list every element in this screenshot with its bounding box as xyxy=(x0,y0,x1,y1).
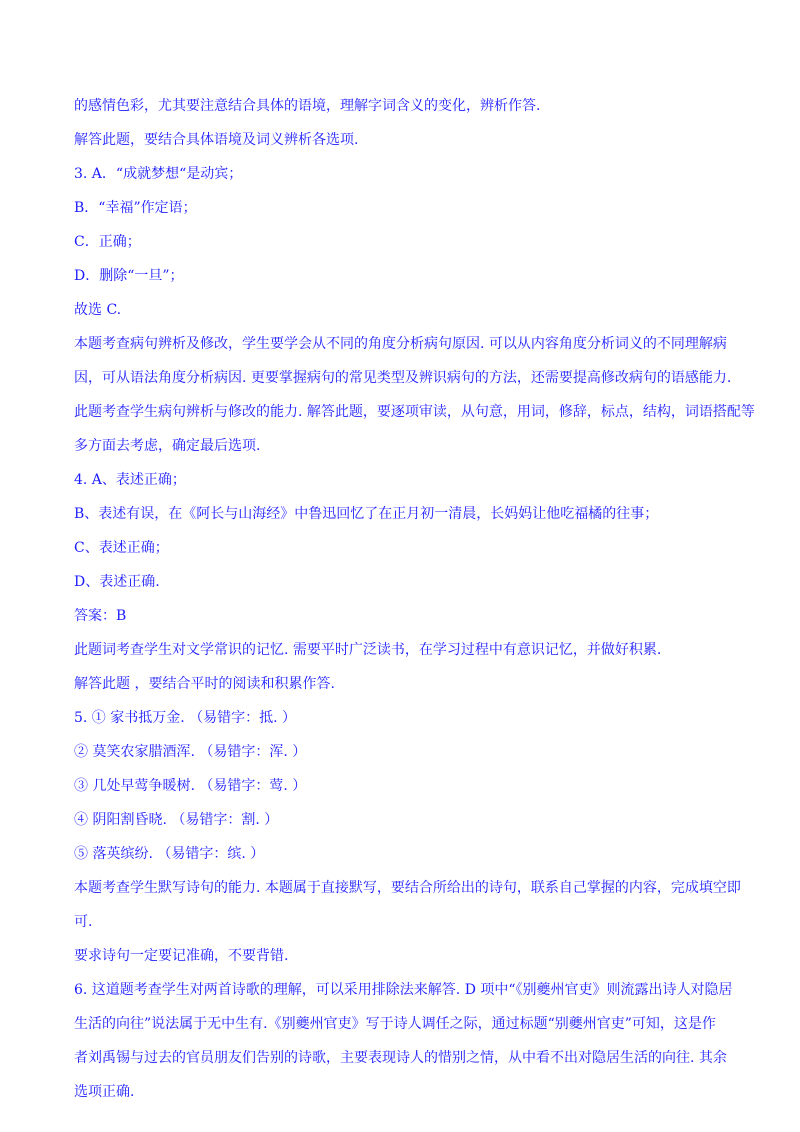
text-line: 解答此题 ，要结合平时的阅读和积累作答. xyxy=(74,676,335,692)
text-line: 3. A．“成就梦想“是动宾； xyxy=(74,166,243,182)
text-line: ② 莫笑农家腊酒浑. （易错字：浑. ） xyxy=(74,744,307,760)
text-line: 6. 这道题考查学生对两首诗歌的理解，可以采用排除法来解答. D 项中“《别夔州官吏》则流露出诗人对隐居 xyxy=(74,982,733,998)
text-line: ⑤ 落英缤纷. （易错字：缤. ） xyxy=(74,846,265,862)
document-page xyxy=(74,96,755,1116)
text-line: 答案：B xyxy=(74,608,127,624)
text-line: 的感情色彩，尤其要注意结合具体的语境，理解字词含义的变化，辨析作答. xyxy=(74,98,541,114)
text-line: ③ 几处早莺争暖树. （易错字：莺. ） xyxy=(74,778,307,794)
text-line: 解答此题，要结合具体语境及词义辨析各选项. xyxy=(74,132,359,148)
text-line: 多方面去考虑，确定最后选项. xyxy=(74,438,261,454)
text-line: 者刘禹锡与过去的官员朋友们告别的诗歌，主要表现诗人的惜别之情，从中看不出对隐居生活的向往. 其余 xyxy=(74,1050,727,1066)
text-line: 此题考查学生病句辨析与修改的能力. 解答此题，要逐项审读，从句意，用词，修辞，标点，结构，词语搭配等 xyxy=(74,404,755,420)
text-line: 因，可从语法角度分析病因. 更要掌握病句的常见类型及辨识病句的方法，还需要提高修改病句的语感能力. xyxy=(74,370,732,386)
text-line: C、表述正确； xyxy=(74,540,169,556)
text-line: 本题考查学生默写诗句的能力. 本题属于直接默写，要结合所给出的诗句，联系自己掌握的内容，完成填空即 xyxy=(74,880,741,896)
text-line: 此题词考查学生对文学常识的记忆. 需要平时广泛读书，在学习过程中有意识记忆，并做好积累. xyxy=(74,642,662,658)
text-line: 本题考查病句辨析及修改，学生要学会从不同的角度分析病句原因. 可以从内容角度分析词义的不同理解病 xyxy=(74,336,727,352)
text-line: 要求诗句一定要记准确，不要背错. xyxy=(74,948,289,964)
text-line: 选项正确. xyxy=(74,1084,135,1100)
text-line: C．正确； xyxy=(74,234,141,250)
text-line: D、表述正确. xyxy=(74,574,160,590)
text-line: 5. ① 家书抵万金. （易错字：抵. ） xyxy=(74,710,297,726)
text-line: 生活的向往”说法属于无中生有.《别夔州官吏》写于诗人调任之际，通过标题“别夔州官吏”可知，这是作 xyxy=(74,1016,716,1032)
text-line: 故选 C. xyxy=(74,302,122,318)
text-line: 可. xyxy=(74,914,93,930)
text-line: D．删除“一旦”； xyxy=(74,268,184,284)
text-line: ④ 阴阳割昏晓. （易错字：割. ） xyxy=(74,812,279,828)
text-line: B、表述有误，在《阿长与山海经》中鲁迅回忆了在正月初一清晨，长妈妈让他吃福橘的往事； xyxy=(74,506,659,522)
text-line: B．“幸福”作定语； xyxy=(74,200,197,216)
text-line: 4. A、表述正确； xyxy=(74,472,186,488)
